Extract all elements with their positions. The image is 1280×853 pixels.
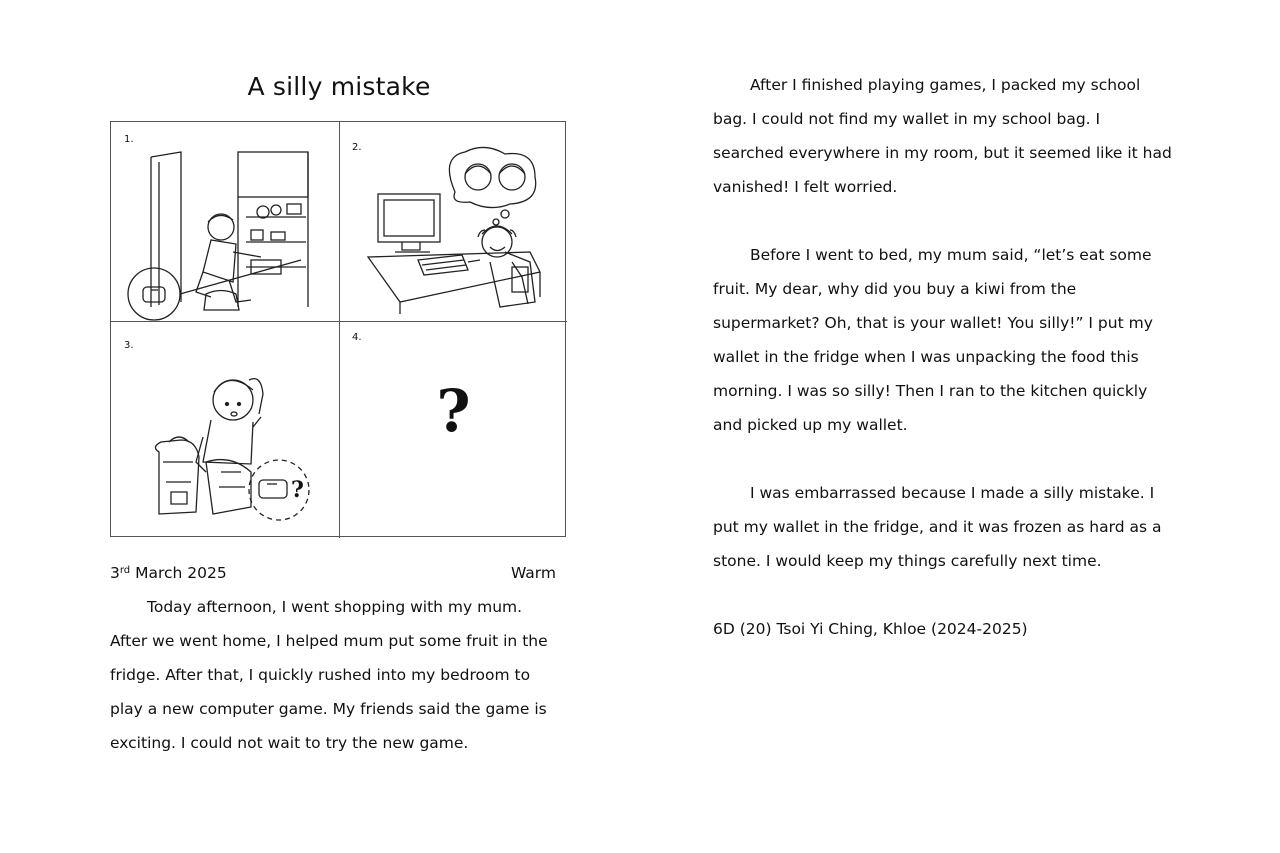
panel-3 [111,322,340,538]
diary-weather: Warm [510,564,556,582]
paragraph-4: I was embarrassed because I made a silly mistake. I put my wallet in the fridge, and it was frozen as hard as a stone. I would keep my things carefully next time. [713,484,1162,570]
question-mark: ? [436,377,471,445]
diary-dateline [110,556,556,590]
diary-date: 3rd March 2025 [110,564,227,582]
confused-boy-illustration [111,322,340,538]
paragraph-1: Today afternoon, I went shopping with my mum. After we went home, I helped mum put some fruit in the fridge. After that, I quickly rushed into my bedroom to play a new computer game. My friends said the game is exciting. I could not wait to try the new game. [110,598,548,752]
svg-text:?: ? [291,477,304,503]
panel-2 [340,122,567,322]
panel-4 [340,322,567,538]
paragraph-3: Before I went to bed, my mum said, “let’s eat some fruit. My dear, why did you buy a kiwi from the supermarket? Oh, that is your wallet! You silly!” I put my wallet in the fridge when I was unpacking the food this morning. I was so silly! Then I ran to the kitchen quickly and picked up my wallet. [713,246,1153,434]
kitchen-fridge-illustration [111,122,340,322]
panel-3-number: 3. [124,340,134,351]
author-line: 6D (20) Tsoi Yi Ching, Khloe (2024-2025) [713,620,1028,638]
computer-game-illustration [340,122,567,322]
panel-1 [111,122,340,322]
panel-1-number: 1. [124,134,134,145]
right-column [713,68,1173,646]
panel-2-number: 2. [352,142,362,153]
panel-4-number: 4. [352,332,362,343]
paragraph-2: After I finished playing games, I packed my school bag. I could not find my wallet in my school bag. I searched everywhere in my room, but it seemed like it had vanished! I felt worried. [713,76,1172,196]
comic-panels [110,121,566,537]
story-title: A silly mistake [247,72,431,101]
